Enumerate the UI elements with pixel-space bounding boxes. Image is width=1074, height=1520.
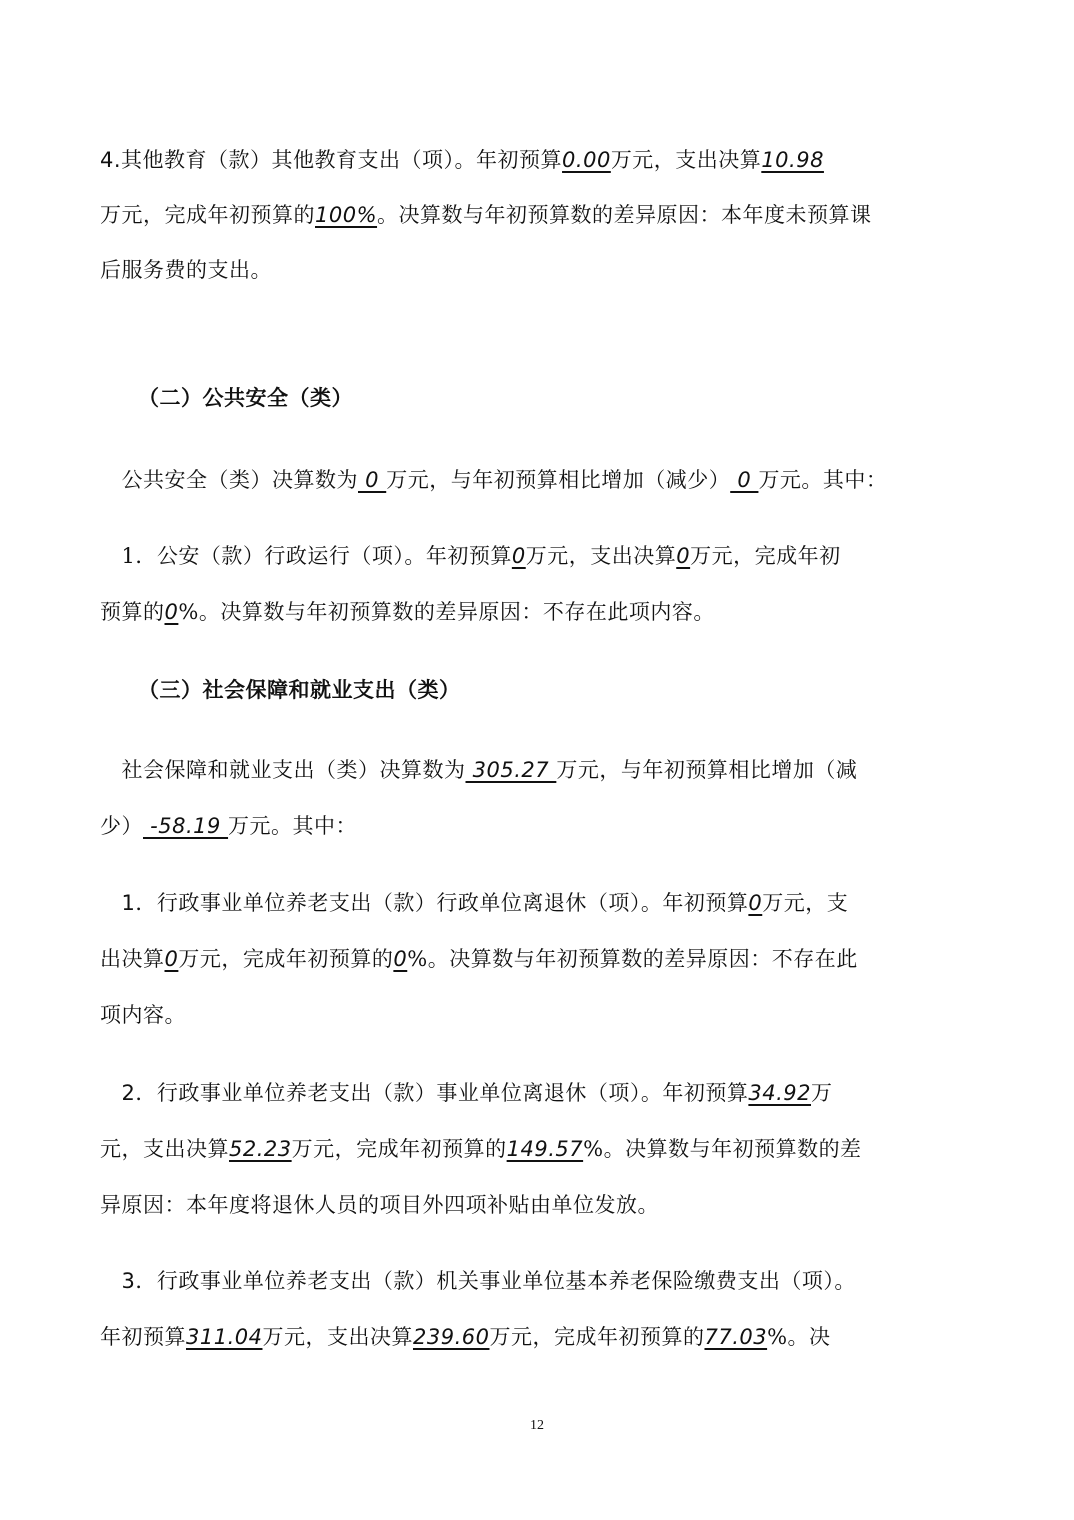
item-number: 4. [100, 148, 122, 172]
text-segment: 年初预算 [100, 1325, 186, 1349]
item-number: 2． [100, 1081, 157, 1105]
text-segment: 后服务费的支出。 [100, 258, 272, 282]
paragraph-line [100, 145, 980, 175]
text-segment: %。决算数与年初预算数的差异原因：不存在此 [407, 947, 858, 971]
paragraph-line [100, 465, 980, 495]
paragraph-line [100, 1190, 980, 1220]
underlined-value: 0 [164, 947, 179, 971]
text-segment: %。决 [767, 1325, 831, 1349]
item-number: 3． [100, 1269, 157, 1293]
text-segment: %。决算数与年初预算数的差异原因：不存在此项内容。 [178, 600, 715, 624]
underlined-value: 0.00 [562, 148, 611, 172]
text-segment: 万元，支出决算 [610, 148, 762, 172]
text-segment: 行政事业单位养老支出（款）事业单位离退休（项）。年初预算 [156, 1081, 749, 1105]
paragraph-line [100, 1078, 980, 1108]
text-segment: 万元，与年初预算相比增加（减 [556, 758, 858, 782]
paragraph-line [100, 1266, 980, 1296]
text-segment: 万 [811, 1081, 833, 1105]
section-heading: （二）公共安全（类） [138, 385, 353, 410]
item-number: 1． [100, 891, 157, 915]
text-segment: 。决算数与年初预算数的差异原因：本年度未预算课 [377, 203, 872, 227]
text-segment: 万元，支出决算 [262, 1325, 413, 1349]
paragraph-line [100, 944, 980, 974]
paragraph-line [100, 811, 980, 841]
section-heading: （三）社会保障和就业支出（类） [138, 677, 461, 702]
underlined-value: 0 [164, 600, 179, 624]
paragraph-line [100, 1322, 980, 1352]
underlined-value: 0 [748, 891, 763, 915]
underlined-value: 239.60 [412, 1325, 490, 1349]
paragraph-line [100, 200, 980, 230]
underlined-value: 0 [358, 468, 387, 492]
paragraph-line [100, 541, 980, 571]
text-segment: 万元，支出决算 [525, 544, 677, 568]
underlined-value: 0 [393, 947, 408, 971]
underlined-value: 52.23 [229, 1137, 292, 1161]
text-segment: 异原因：本年度将退休人员的项目外四项补贴由单位发放。 [100, 1193, 659, 1217]
underlined-value: -58.19 [143, 814, 229, 838]
paragraph-line [100, 255, 980, 285]
text-segment: 行政事业单位养老支出（款）行政单位离退休（项）。年初预算 [156, 891, 749, 915]
text-segment: 行政事业单位养老支出（款）机关事业单位基本养老保险缴费支出（项）。 [156, 1269, 856, 1293]
text-segment: 万元，与年初预算相比增加（减少） [386, 468, 731, 492]
text-segment: 万元，完成年初预算的 [291, 1137, 507, 1161]
paragraph-line [100, 888, 980, 918]
paragraph-line [100, 1000, 980, 1030]
text-segment: 万元。其中： [758, 468, 888, 492]
text-segment: 其他教育（款）其他教育支出（项）。年初预算 [121, 148, 563, 172]
paragraph-line [100, 597, 980, 627]
text-segment: 1．公安（款）行政运行（项）。年初预算 [100, 544, 512, 568]
underlined-value: 0 [730, 468, 759, 492]
underlined-value: 0 [511, 544, 526, 568]
underlined-value: 311.04 [186, 1325, 263, 1349]
underlined-value: 10.98 [761, 148, 824, 172]
text-segment: 元，支出决算 [100, 1137, 229, 1161]
text-segment: %。决算数与年初预算数的差 [583, 1137, 862, 1161]
underlined-value: 0 [676, 544, 691, 568]
text-segment: 万元，完成年初预算的 [100, 203, 315, 227]
text-segment: 万元。其中： [228, 814, 358, 838]
paragraph-line [100, 1134, 980, 1164]
text-segment: 预算的 [100, 600, 165, 624]
text-segment: 少） [100, 814, 143, 838]
text-segment: 社会保障和就业支出（类）决算数为 [100, 758, 466, 782]
text-segment: 万元，完成年初 [690, 544, 841, 568]
text-segment: 万元，支 [762, 891, 849, 915]
text-segment: 万元，完成年初预算的 [178, 947, 394, 971]
text-segment: 项内容。 [100, 1003, 186, 1027]
underlined-value: 305.27 [465, 758, 557, 782]
underlined-value: 77.03 [704, 1325, 768, 1349]
text-segment: 公共安全（类）决算数为 [100, 468, 358, 492]
page-number: 12 [530, 1418, 544, 1433]
paragraph-line [100, 755, 980, 785]
underlined-value: 149.57 [506, 1137, 584, 1161]
underlined-value: 34.92 [748, 1081, 811, 1105]
text-segment: 万元，完成年初预算的 [489, 1325, 705, 1349]
underlined-value: 100% [315, 203, 378, 227]
text-segment: 出决算 [100, 947, 165, 971]
